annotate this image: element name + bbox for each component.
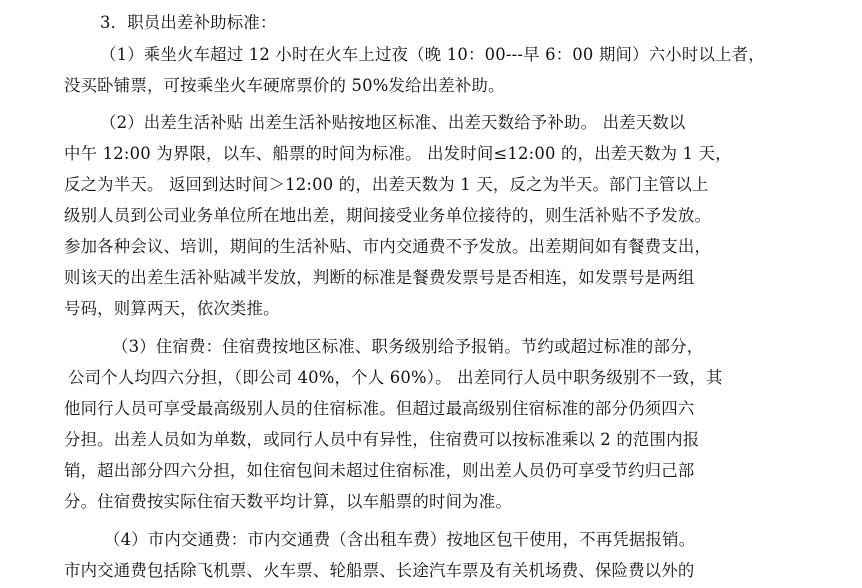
paragraph-3-line: 他同行人员可享受最高级别人员的住宿标准。但超过最高级别住宿标准的部分仍须四六 [64, 399, 695, 418]
paragraph-2-line: 反之为半天。 返回到达时间＞12:00 的，出差天数为 1 天，反之为半天。部门主管以上 [64, 175, 709, 194]
paragraph-3-line: 公司个人均四六分担，（即公司 40%，个人 60%）。 出差同行人员中职务级别不一致，其 [68, 368, 723, 387]
paragraph-3-line: 分。住宿费按实际住宿天数平均计算，以车船票的时间为准。 [64, 492, 512, 511]
paragraph-2-line: 级别人员到公司业务单位所在地出差，期间接受业务单位接待的，则生活补贴不予发放。 [64, 206, 712, 225]
paragraph-2-line: 号码，则算两天，依次类推。 [64, 299, 280, 318]
section-heading: 3．职员出差补助标准： [100, 13, 277, 32]
paragraph-1-line: 没买卧铺票，可按乘坐火车硬席票价的 50%发给出差补助。 [64, 76, 505, 95]
paragraph-4-line: （4）市内交通费：市内交通费（含出租车费）按地区包干使用，不再凭据报销。 [104, 530, 696, 549]
paragraph-3-line: 分担。出差人员如为单数，或同行人员中有异性，住宿费可以按标准乘以 2 的范围内报 [64, 430, 700, 449]
paragraph-3-line: （3）住宿费：住宿费按地区标准、职务级别给予报销。节约或超过标准的部分， [112, 337, 704, 356]
paragraph-4-line: 市内交通费包括除飞机票、火车票、轮船票、长途汽车票及有关机场费、保险费以外的 [64, 561, 695, 580]
paragraph-2-line: 参加各种会议、培训，期间的生活补贴、市内交通费不予发放。出差期间如有餐费支出， [64, 237, 712, 256]
paragraph-2-line: （2）出差生活补贴 出差生活补贴按地区标准、出差天数给予补助。 出差天数以 [100, 113, 686, 132]
paragraph-3-line: 销，超出部分四六分担，如住宿包间未超过住宿标准，则出差人员仍可享受节约归己部 [64, 461, 695, 480]
paragraph-2-line: 则该天的出差生活补贴减半发放，判断的标准是餐费发票号是否相连，如发票号是两组 [64, 268, 695, 287]
paragraph-1-line: （1）乘坐火车超过 12 小时在火车上过夜（晚 10：00---早 6：00 期间）六小时以上者， [100, 45, 765, 64]
paragraph-2-line: 中午 12:00 为界限，以车、船票的时间为标准。 出发时间≤12:00 的，出差天数为 1 天， [64, 144, 732, 163]
